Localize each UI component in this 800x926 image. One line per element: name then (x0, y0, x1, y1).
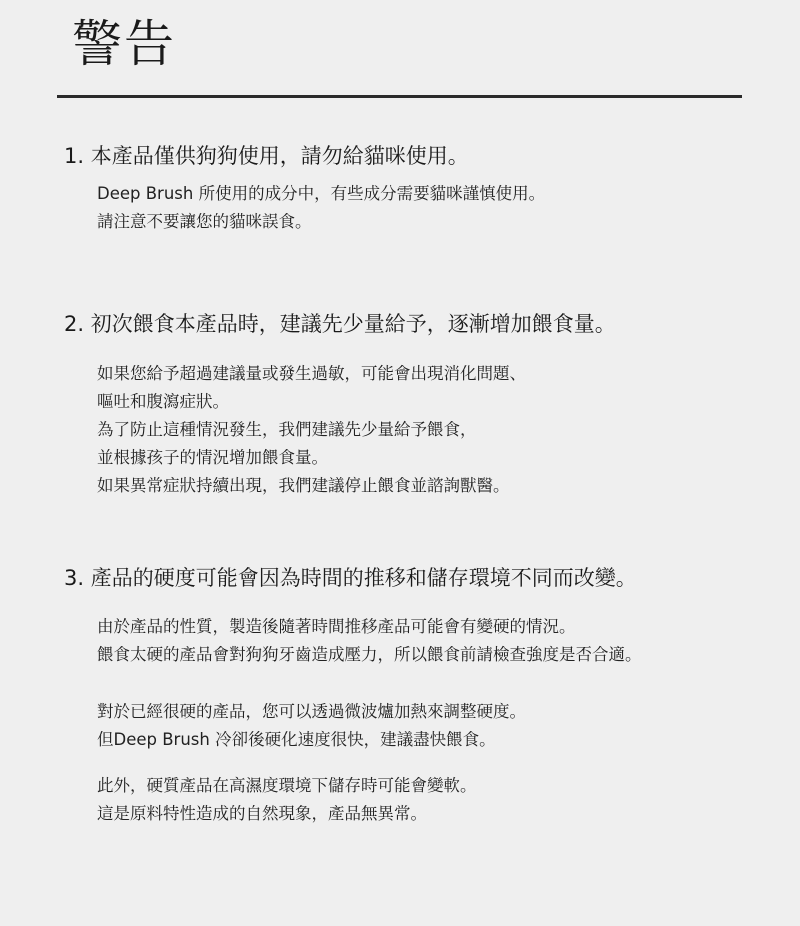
page-title: 警告 (72, 15, 176, 73)
text-line: 但Deep Brush 冷卻後硬化速度很快，建議盡快餵食。 (97, 730, 496, 749)
section-3-paragraph-1 (97, 613, 642, 669)
text-line: 餵食太硬的產品會對狗狗牙齒造成壓力，所以餵食前請檢查強度是否合適。 (97, 645, 642, 664)
section-1-heading: 1. 本產品僅供狗狗使用，請勿給貓咪使用。 (64, 144, 469, 168)
section-1-paragraph-1 (97, 180, 545, 236)
text-line: 如果異常症狀持續出現，我們建議停止餵食並諮詢獸醫。 (97, 476, 510, 495)
section-3-paragraph-2 (97, 698, 526, 754)
text-line: 並根據孩子的情況增加餵食量。 (97, 448, 328, 467)
text-line: 這是原料特性造成的自然現象，產品無異常。 (97, 804, 427, 823)
section-3-heading: 3. 產品的硬度可能會因為時間的推移和儲存環境不同而改變。 (64, 566, 637, 590)
text-line: 如果您給予超過建議量或發生過敏，可能會出現消化問題、 (97, 364, 526, 383)
title-divider (57, 95, 742, 98)
text-line: Deep Brush 所使用的成分中，有些成分需要貓咪謹慎使用。 (97, 184, 546, 203)
text-line: 對於已經很硬的產品，您可以透過微波爐加熱來調整硬度。 (97, 702, 526, 721)
text-line: 由於產品的性質，製造後隨著時間推移產品可能會有變硬的情況。 (97, 617, 576, 636)
section-3-paragraph-3 (97, 772, 477, 828)
text-line: 此外，硬質產品在高濕度環境下儲存時可能會變軟。 (97, 776, 477, 795)
text-line: 請注意不要讓您的貓咪誤食。 (97, 212, 312, 231)
text-line: 為了防止這種情況發生，我們建議先少量給予餵食， (97, 420, 477, 439)
section-2-paragraph-1 (97, 360, 526, 500)
section-2-heading: 2. 初次餵食本產品時，建議先少量給予，逐漸增加餵食量。 (64, 312, 616, 336)
text-line: 嘔吐和腹瀉症狀。 (97, 392, 229, 411)
